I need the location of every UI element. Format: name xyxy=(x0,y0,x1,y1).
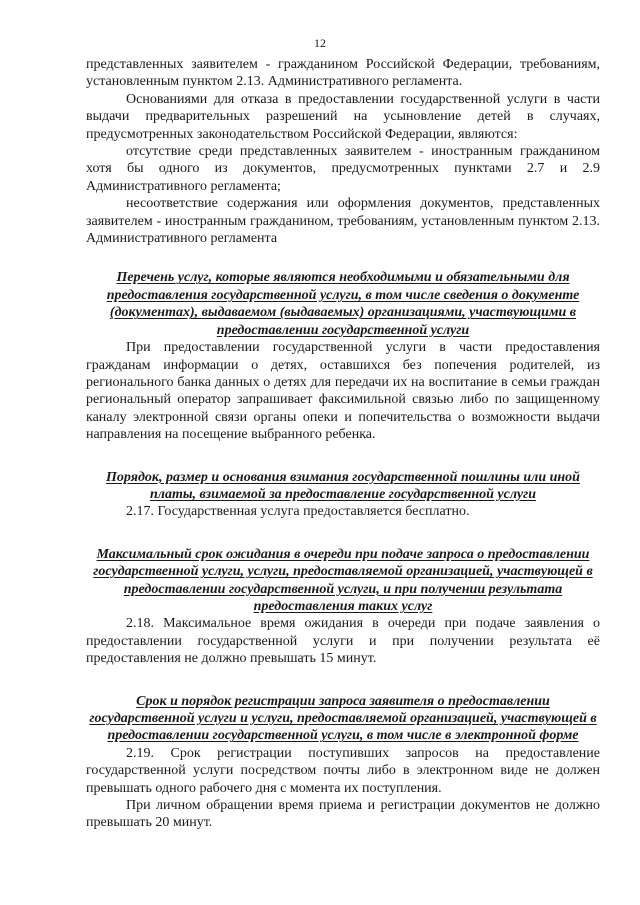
paragraph-waiting-time: 2.18. Максимальное время ожидания в очереди при подаче заявления о предоставлении государственной услуги и при получении результата её предоставления не должно превышать 15 минут. xyxy=(86,616,600,667)
spacer xyxy=(86,521,600,546)
document-body xyxy=(86,56,600,832)
paragraph-personal-visit: При личном обращении время приема и регистрации документов не должно превышать 20 минут. xyxy=(86,798,600,831)
spacer xyxy=(86,444,600,469)
heading-waiting-time: Максимальный срок ожидания в очереди при подаче запроса о предоставлении государственной услуги, услуги, предоставляемой организацией, участвующей в предоставлении государственной услуги, и при получении результата предоставления таких услуг xyxy=(93,546,593,614)
heading-registration: Срок и порядок регистрации запроса заявителя о предоставлении государственной услуги и услуги, предоставляемой организацией, участвующей в предоставлении государственной услуги, в том числе в электронной форме xyxy=(89,693,597,744)
spacer xyxy=(86,668,600,693)
paragraph-continuation: представленных заявителем - гражданином Российской Федерации, требованиям, установленным пунктом 2.13. Административного регламента. xyxy=(86,57,600,90)
heading-fee: Порядок, размер и основания взимания государственной пошлины или иной платы, взимаемой за предоставление государственной услуги xyxy=(106,469,580,502)
paragraph-fee: 2.17. Государственная услуга предоставляется бесплатно. xyxy=(126,504,470,520)
paragraph-registration-term: 2.19. Срок регистрации поступивших запросов на предоставление государственной услуги посредством почты либо в электронном виде не должен превышать одного рабочего дня с момента их поступления. xyxy=(86,745,600,796)
heading-required-services: Перечень услуг, которые являются необходимыми и обязательными для предоставления государственной услуги, в том числе сведения о документе (документах), выдаваемом (выдаваемых) организациями, участвующими в предоставлении государственной услуги xyxy=(106,270,580,338)
paragraph-required-services: При предоставлении государственной услуги в части предоставления гражданам информации о детях, оставшихся без попечения родителей, из регионального банка данных о детях для передачи их на воспитание в семьи граждан региональный оператор запрашивает факсимильной связью либо по защищенному каналу электронной связи органы опеки и попечительства о возможности выдачи направления на посещение выбранного ребенка. xyxy=(86,340,600,443)
paragraph-nonconformity: несоответствие содержания или оформления документов, представленных заявителем - иностранным гражданином, требованиям, установленным пунктом 2.13. Административного регламента xyxy=(86,196,600,247)
paragraph-missing-documents: отсутствие среди представленных заявителем - иностранным гражданином хотя бы одного из документов, предусмотренных пунктами 2.7 и 2.9 Административного регламента; xyxy=(86,144,600,194)
paragraph-refusal-grounds: Основаниями для отказа в предоставлении государственной услуги в части выдачи предварительных разрешений на усыновление детей в случаях, предусмотренных законодательством Российской Федерации, являются: xyxy=(86,91,600,142)
page-number: 12 xyxy=(314,36,326,50)
spacer xyxy=(86,247,600,269)
